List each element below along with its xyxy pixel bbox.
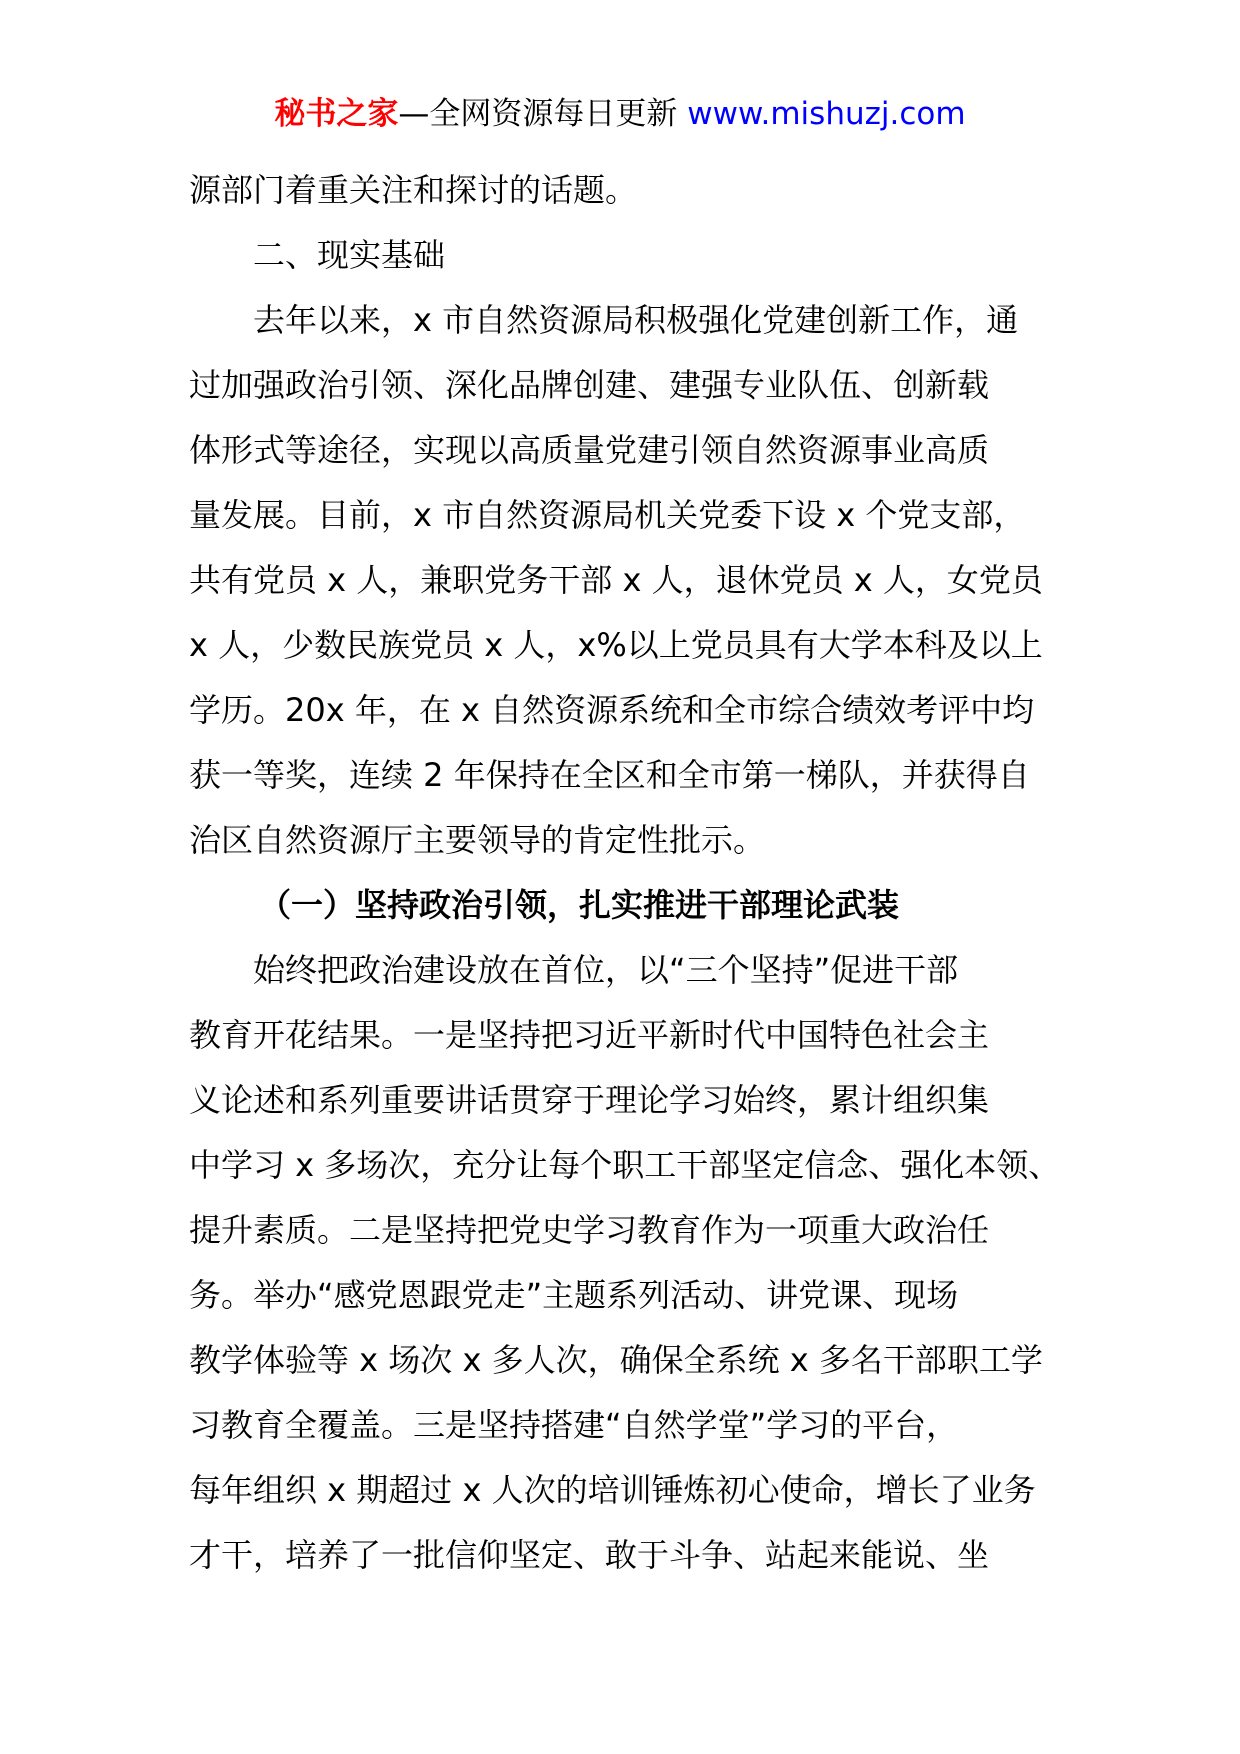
paragraph-line: 教育开花结果。一是坚持把习近平新时代中国特色社会主	[189, 1016, 990, 1054]
paragraph-line: 共有党员 x 人，兼职党务干部 x 人，退休党员 x 人，女党员	[189, 561, 1043, 599]
section-heading: 二、现实基础	[253, 236, 446, 274]
subsection-heading: （一）坚持政治引领，扎实推进干部理论武装	[259, 886, 900, 924]
paragraph-line: 教学体验等 x 场次 x 多人次，确保全系统 x 多名干部职工学	[189, 1341, 1043, 1379]
paragraph-line: x 人，少数民族党员 x 人，x%以上党员具有大学本科及以上	[189, 626, 1043, 664]
paragraph-line: 务。举办“感党恩跟党走”主题系列活动、讲党课、现场	[189, 1276, 959, 1314]
paragraph-line: 源部门着重关注和探讨的话题。	[189, 171, 638, 209]
paragraph-line: 中学习 x 多场次，充分让每个职工干部坚定信念、强化本领、	[189, 1146, 1061, 1184]
document-body	[189, 158, 1089, 1588]
header-slogan: —全网资源每日更新	[398, 96, 688, 132]
site-header	[0, 94, 1240, 134]
paragraph-line: 量发展。目前，x 市自然资源局机关党委下设 x 个党支部，	[189, 496, 1026, 534]
paragraph-line: 去年以来，x 市自然资源局积极强化党建创新工作，通	[253, 301, 1019, 339]
paragraph-line: 学历。20x 年，在 x 自然资源系统和全市综合绩效考评中均	[189, 691, 1035, 729]
paragraph-line: 每年组织 x 期超过 x 人次的培训锤炼初心使命，增长了业务	[189, 1471, 1036, 1509]
brand-name: 秘书之家	[274, 96, 399, 132]
paragraph-line: 才干，培养了一批信仰坚定、敢于斗争、站起来能说、坐	[189, 1536, 990, 1574]
paragraph-line: 提升素质。二是坚持把党史学习教育作为一项重大政治任	[189, 1211, 990, 1249]
site-url-link[interactable]: www.mishuzj.com	[687, 96, 966, 132]
paragraph-line: 过加强政治引领、深化品牌创建、建强专业队伍、创新载	[189, 366, 990, 404]
paragraph-line: 治区自然资源厅主要领导的肯定性批示。	[189, 821, 766, 859]
paragraph-line: 始终把政治建设放在首位，以“三个坚持”促进干部	[253, 951, 959, 989]
paragraph-line: 义论述和系列重要讲话贯穿于理论学习始终，累计组织集	[189, 1081, 990, 1119]
paragraph-line: 获一等奖，连续 2 年保持在全区和全市第一梯队，并获得自	[189, 756, 1030, 794]
paragraph-line: 习教育全覆盖。三是坚持搭建“自然学堂”学习的平台，	[189, 1406, 959, 1444]
paragraph-line: 体形式等途径，实现以高质量党建引领自然资源事业高质	[189, 431, 990, 469]
